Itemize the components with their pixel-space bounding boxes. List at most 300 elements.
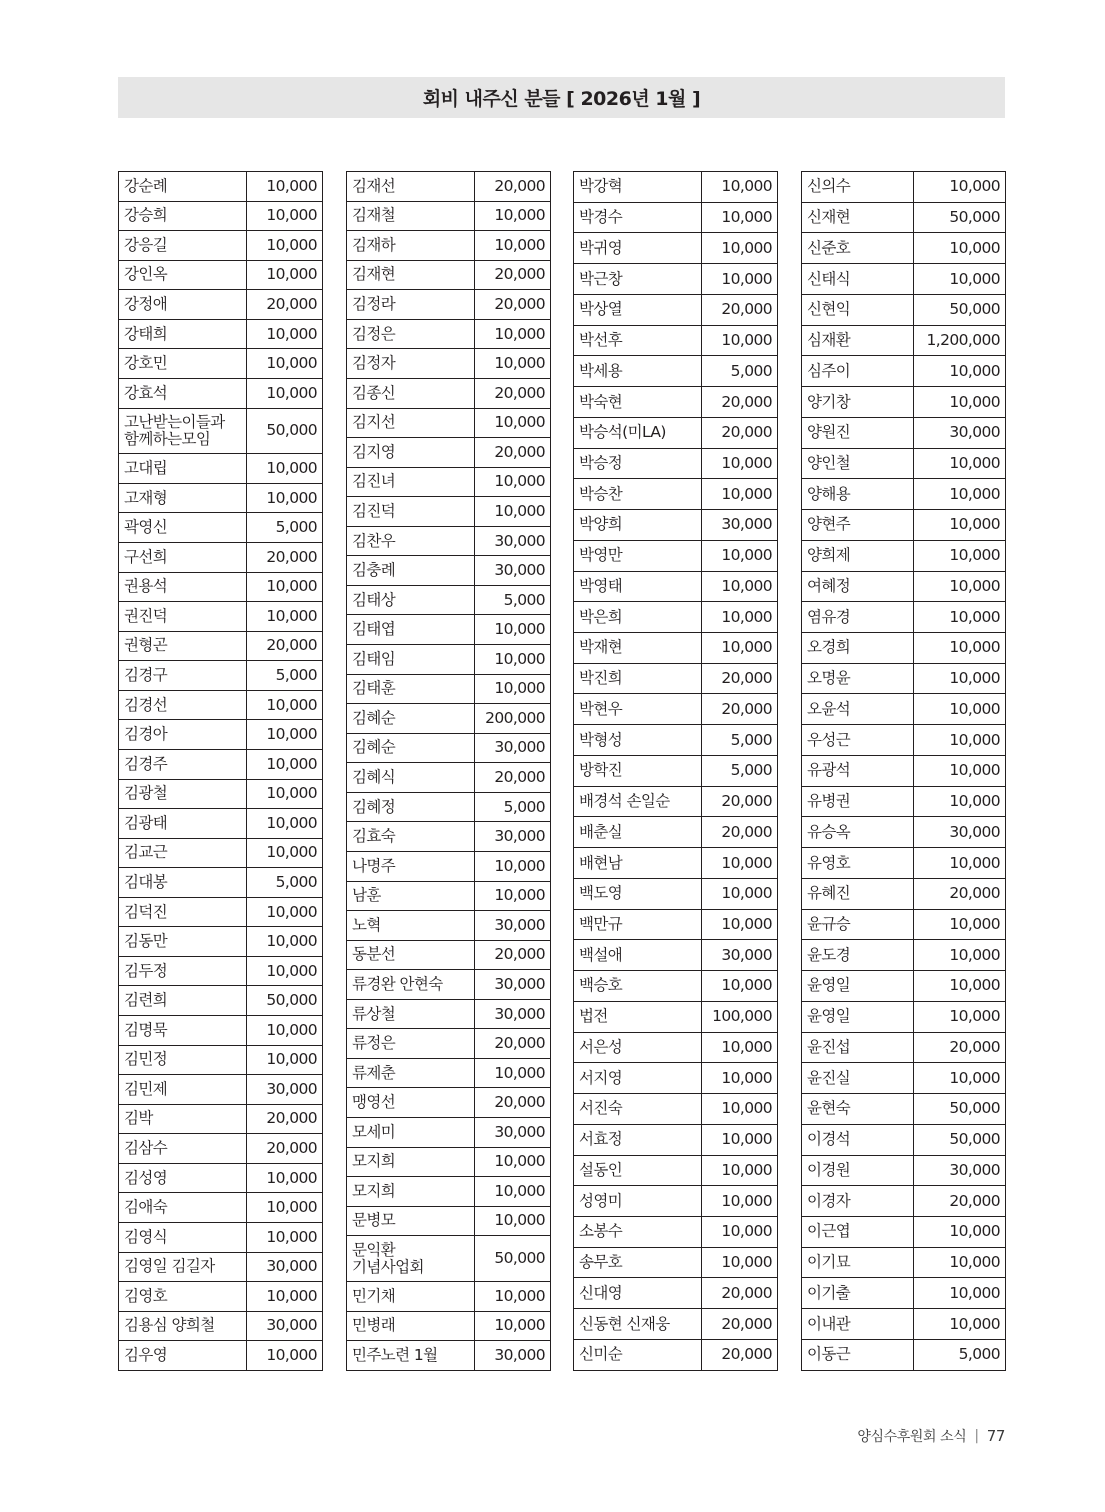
donation-amount: 30,000 <box>702 940 778 971</box>
donation-amount: 50,000 <box>914 1124 1006 1155</box>
donor-row <box>802 1124 1006 1155</box>
donor-row <box>574 294 778 325</box>
donor-name: 박선후 <box>574 325 702 356</box>
donor-row <box>119 779 323 809</box>
donor-name: 서진숙 <box>574 1094 702 1125</box>
donor-row <box>119 1075 323 1105</box>
donation-amount: 10,000 <box>247 838 323 868</box>
donor-row <box>347 467 551 497</box>
donor-name: 강정애 <box>119 290 247 320</box>
donation-amount: 10,000 <box>702 1155 778 1186</box>
donor-name: 류정은 <box>347 1029 475 1059</box>
donor-row <box>347 260 551 290</box>
donor-row <box>802 1216 1006 1247</box>
donation-amount: 20,000 <box>702 294 778 325</box>
donor-name: 백만규 <box>574 909 702 940</box>
donor-row <box>574 1216 778 1247</box>
donor-row <box>119 231 323 261</box>
donor-name: 김경구 <box>119 661 247 691</box>
donation-amount: 10,000 <box>914 233 1006 264</box>
donor-name: 서은성 <box>574 1032 702 1063</box>
donor-row <box>347 1058 551 1088</box>
donor-name: 유영호 <box>802 848 914 879</box>
donor-row <box>802 387 1006 418</box>
donor-row <box>802 510 1006 541</box>
donation-amount: 20,000 <box>475 260 551 290</box>
donation-amount: 30,000 <box>475 1341 551 1371</box>
donation-amount: 10,000 <box>914 663 1006 694</box>
donor-name: 강순례 <box>119 172 247 202</box>
donor-name: 송무호 <box>574 1247 702 1278</box>
donor-row <box>347 231 551 261</box>
donor-row <box>119 661 323 691</box>
donation-amount: 10,000 <box>247 1341 323 1371</box>
donation-amount: 30,000 <box>475 970 551 1000</box>
donor-name: 이기묘 <box>802 1247 914 1278</box>
publication-name: 양심수후원회 소식 <box>857 1429 967 1445</box>
donor-name: 김박 <box>119 1104 247 1134</box>
donor-name: 신미순 <box>574 1339 702 1370</box>
donor-row <box>574 1124 778 1155</box>
donor-row <box>347 349 551 379</box>
donor-name: 고난받는이들과 함께하는모임 <box>119 408 247 454</box>
donor-name: 민주노련 1월 <box>347 1341 475 1371</box>
donation-amount: 10,000 <box>702 1216 778 1247</box>
donor-row <box>119 483 323 513</box>
donor-name: 이경석 <box>802 1124 914 1155</box>
donation-amount: 10,000 <box>914 1216 1006 1247</box>
donation-amount: 10,000 <box>702 1247 778 1278</box>
donor-name: 권용석 <box>119 572 247 602</box>
donor-row <box>347 733 551 763</box>
donor-row <box>574 755 778 786</box>
donor-name: 배현남 <box>574 848 702 879</box>
donor-name: 김교근 <box>119 838 247 868</box>
donor-name: 법전 <box>574 1001 702 1032</box>
donor-name: 오명윤 <box>802 663 914 694</box>
donor-name: 양희제 <box>802 540 914 571</box>
donation-amount: 30,000 <box>247 1252 323 1282</box>
donor-row <box>802 417 1006 448</box>
donor-row <box>574 817 778 848</box>
donor-row <box>574 233 778 264</box>
donation-amount: 5,000 <box>247 513 323 543</box>
donor-row <box>574 786 778 817</box>
donor-row <box>347 911 551 941</box>
donor-row <box>347 1118 551 1148</box>
donor-row <box>347 1341 551 1371</box>
donor-row <box>119 349 323 379</box>
donor-name: 윤영일 <box>802 1001 914 1032</box>
donation-amount: 30,000 <box>247 1075 323 1105</box>
donation-amount: 20,000 <box>475 1088 551 1118</box>
donor-row <box>119 1016 323 1046</box>
donation-amount: 20,000 <box>914 1032 1006 1063</box>
donor-row <box>119 927 323 957</box>
donation-amount: 30,000 <box>914 417 1006 448</box>
donation-amount: 20,000 <box>247 1134 323 1164</box>
donor-row <box>802 909 1006 940</box>
donor-name: 소봉수 <box>574 1216 702 1247</box>
donation-amount: 10,000 <box>914 387 1006 418</box>
donor-name: 김혜순 <box>347 733 475 763</box>
donation-amount: 50,000 <box>247 986 323 1016</box>
donor-name: 김진녀 <box>347 467 475 497</box>
donor-row <box>119 378 323 408</box>
donation-amount: 10,000 <box>702 848 778 879</box>
donor-name: 김영호 <box>119 1282 247 1312</box>
donor-name: 박영만 <box>574 540 702 571</box>
donation-amount: 30,000 <box>475 526 551 556</box>
donation-amount: 10,000 <box>247 483 323 513</box>
donation-amount: 10,000 <box>914 1278 1006 1309</box>
donor-row <box>574 1094 778 1125</box>
donation-amount: 50,000 <box>914 294 1006 325</box>
donor-name: 김덕진 <box>119 897 247 927</box>
donor-row <box>574 1001 778 1032</box>
donor-name: 이기출 <box>802 1278 914 1309</box>
donor-name: 구선희 <box>119 543 247 573</box>
donor-name: 박강혁 <box>574 172 702 203</box>
donor-name: 김대봉 <box>119 868 247 898</box>
donation-amount: 10,000 <box>702 602 778 633</box>
donation-amount: 20,000 <box>475 172 551 202</box>
donation-amount: 10,000 <box>247 720 323 750</box>
donor-row <box>119 602 323 632</box>
donation-amount: 10,000 <box>702 1032 778 1063</box>
donor-row <box>802 540 1006 571</box>
donation-amount: 20,000 <box>247 290 323 320</box>
donor-name: 우성근 <box>802 725 914 756</box>
donor-name: 양해용 <box>802 479 914 510</box>
donor-name: 모지희 <box>347 1147 475 1177</box>
donor-name: 김지영 <box>347 438 475 468</box>
donor-row <box>802 294 1006 325</box>
donation-amount: 10,000 <box>247 319 323 349</box>
donation-amount: 10,000 <box>914 479 1006 510</box>
donor-name: 양기창 <box>802 387 914 418</box>
donation-amount: 10,000 <box>702 264 778 295</box>
donor-name: 신재현 <box>802 202 914 233</box>
donor-row <box>347 1282 551 1312</box>
donation-amount: 10,000 <box>914 694 1006 725</box>
donation-amount: 10,000 <box>475 408 551 438</box>
donor-name: 김동만 <box>119 927 247 957</box>
donor-row <box>574 540 778 571</box>
donor-row <box>119 1163 323 1193</box>
donation-amount: 10,000 <box>247 809 323 839</box>
donor-name: 강효석 <box>119 378 247 408</box>
donor-name: 김정라 <box>347 290 475 320</box>
donor-name: 심재환 <box>802 325 914 356</box>
donor-name: 김애숙 <box>119 1193 247 1223</box>
donor-name: 민기채 <box>347 1282 475 1312</box>
donor-name: 박상열 <box>574 294 702 325</box>
donation-amount: 5,000 <box>475 792 551 822</box>
donor-name: 윤영일 <box>802 971 914 1002</box>
donation-amount: 10,000 <box>914 356 1006 387</box>
donation-amount: 10,000 <box>914 786 1006 817</box>
title-bar <box>118 77 1005 118</box>
donor-table-4 <box>801 171 1006 1371</box>
donor-row <box>347 1236 551 1282</box>
donor-row <box>119 172 323 202</box>
donation-amount: 10,000 <box>247 1163 323 1193</box>
donor-name: 윤현숙 <box>802 1094 914 1125</box>
donor-name: 김영식 <box>119 1222 247 1252</box>
donor-row <box>347 792 551 822</box>
donor-row <box>347 881 551 911</box>
donation-amount: 20,000 <box>702 387 778 418</box>
donation-amount: 10,000 <box>247 1193 323 1223</box>
donor-row <box>347 645 551 675</box>
donor-name: 윤도경 <box>802 940 914 971</box>
donor-row <box>574 878 778 909</box>
donor-row <box>119 956 323 986</box>
donor-name: 김광철 <box>119 779 247 809</box>
donation-amount: 200,000 <box>475 704 551 734</box>
donor-name: 류경완 안현숙 <box>347 970 475 1000</box>
donor-name: 김우영 <box>119 1341 247 1371</box>
donor-name: 김태상 <box>347 585 475 615</box>
donation-amount: 10,000 <box>914 755 1006 786</box>
donor-name: 성영미 <box>574 1186 702 1217</box>
donor-name: 박귀영 <box>574 233 702 264</box>
donor-row <box>347 1206 551 1236</box>
donor-name: 박영태 <box>574 571 702 602</box>
donation-amount: 10,000 <box>702 1063 778 1094</box>
donor-name: 박은희 <box>574 602 702 633</box>
donor-name: 김삼수 <box>119 1134 247 1164</box>
donation-amount: 20,000 <box>247 1104 323 1134</box>
donor-row <box>802 448 1006 479</box>
donor-name: 박숙현 <box>574 387 702 418</box>
donor-name: 김찬우 <box>347 526 475 556</box>
donor-name: 백설애 <box>574 940 702 971</box>
donor-row <box>802 172 1006 203</box>
donation-amount: 10,000 <box>702 540 778 571</box>
donor-row <box>574 694 778 725</box>
donation-amount: 20,000 <box>475 1029 551 1059</box>
donor-name: 김지선 <box>347 408 475 438</box>
donor-name: 김진덕 <box>347 497 475 527</box>
donor-name: 동분선 <box>347 940 475 970</box>
donation-amount: 10,000 <box>702 1186 778 1217</box>
donation-amount: 10,000 <box>914 971 1006 1002</box>
donor-row <box>802 1155 1006 1186</box>
donor-name: 유혜진 <box>802 878 914 909</box>
donor-row <box>574 1247 778 1278</box>
donation-amount: 10,000 <box>702 233 778 264</box>
donation-amount: 10,000 <box>247 1282 323 1312</box>
donor-name: 박형성 <box>574 725 702 756</box>
donor-name: 배경석 손일순 <box>574 786 702 817</box>
donation-amount: 10,000 <box>914 264 1006 295</box>
donation-amount: 10,000 <box>247 349 323 379</box>
donor-row <box>347 556 551 586</box>
donation-amount: 10,000 <box>475 1282 551 1312</box>
donation-amount: 10,000 <box>702 971 778 1002</box>
donor-row <box>802 264 1006 295</box>
donation-amount: 10,000 <box>247 572 323 602</box>
donor-name: 신대영 <box>574 1278 702 1309</box>
donor-name: 박진희 <box>574 663 702 694</box>
donor-row <box>119 1341 323 1371</box>
donation-amount: 20,000 <box>702 1278 778 1309</box>
donor-name: 나명주 <box>347 851 475 881</box>
donation-amount: 5,000 <box>914 1339 1006 1370</box>
donation-amount: 10,000 <box>247 172 323 202</box>
donor-row <box>802 1247 1006 1278</box>
donor-row <box>574 725 778 756</box>
donor-name: 강호민 <box>119 349 247 379</box>
donation-amount: 10,000 <box>247 956 323 986</box>
donation-amount: 10,000 <box>914 571 1006 602</box>
donation-amount: 1,200,000 <box>914 325 1006 356</box>
donor-row <box>802 663 1006 694</box>
donor-row <box>347 1177 551 1207</box>
donation-amount: 30,000 <box>475 999 551 1029</box>
donor-row <box>802 940 1006 971</box>
donation-amount: 10,000 <box>914 940 1006 971</box>
donor-row <box>119 986 323 1016</box>
donor-row <box>119 1311 323 1341</box>
donor-name: 박승찬 <box>574 479 702 510</box>
donor-name: 김태훈 <box>347 674 475 704</box>
donation-amount: 10,000 <box>914 540 1006 571</box>
donor-row <box>119 1045 323 1075</box>
donor-name: 서지영 <box>574 1063 702 1094</box>
donor-name: 박승석(미LA) <box>574 417 702 448</box>
donor-row <box>802 1094 1006 1125</box>
donor-row <box>802 633 1006 664</box>
donation-amount: 5,000 <box>475 585 551 615</box>
donor-name: 문익환 기념사업회 <box>347 1236 475 1282</box>
donor-name: 노혁 <box>347 911 475 941</box>
donation-amount: 10,000 <box>914 1247 1006 1278</box>
donor-name: 김혜순 <box>347 704 475 734</box>
donation-amount: 20,000 <box>702 1309 778 1340</box>
donor-table-3 <box>573 171 778 1371</box>
donor-name: 강태희 <box>119 319 247 349</box>
donor-row <box>574 848 778 879</box>
donation-amount: 10,000 <box>247 1045 323 1075</box>
donor-row <box>119 290 323 320</box>
donor-row <box>347 319 551 349</box>
donor-name: 남훈 <box>347 881 475 911</box>
donor-row <box>574 1339 778 1370</box>
donor-name: 김재현 <box>347 260 475 290</box>
donor-row <box>119 260 323 290</box>
donor-row <box>347 940 551 970</box>
donation-amount: 20,000 <box>475 438 551 468</box>
donor-row <box>802 971 1006 1002</box>
donor-name: 유승옥 <box>802 817 914 848</box>
donor-row <box>802 878 1006 909</box>
donor-row <box>119 513 323 543</box>
donation-amount: 10,000 <box>247 897 323 927</box>
donor-name: 신동현 신재웅 <box>574 1309 702 1340</box>
donation-amount: 10,000 <box>247 454 323 484</box>
donation-amount: 10,000 <box>247 1016 323 1046</box>
donor-name: 신현익 <box>802 294 914 325</box>
donor-row <box>802 1063 1006 1094</box>
donation-amount: 20,000 <box>475 763 551 793</box>
donation-amount: 10,000 <box>247 231 323 261</box>
donation-amount: 20,000 <box>247 543 323 573</box>
donor-name: 문병모 <box>347 1206 475 1236</box>
donation-amount: 10,000 <box>702 571 778 602</box>
donor-row <box>347 438 551 468</box>
donor-table-2 <box>346 171 551 1371</box>
donor-row <box>574 1155 778 1186</box>
donor-row <box>347 822 551 852</box>
donor-name: 김영일 김길자 <box>119 1252 247 1282</box>
donor-name: 윤진실 <box>802 1063 914 1094</box>
donor-row <box>119 572 323 602</box>
donor-row <box>574 479 778 510</box>
donation-amount: 10,000 <box>247 779 323 809</box>
donor-name: 여혜정 <box>802 571 914 602</box>
page-footer <box>857 1426 1005 1446</box>
donor-name: 김광태 <box>119 809 247 839</box>
donor-name: 박재현 <box>574 633 702 664</box>
donor-row <box>347 408 551 438</box>
donor-name: 강승희 <box>119 201 247 231</box>
donation-amount: 10,000 <box>247 1222 323 1252</box>
donor-row <box>119 690 323 720</box>
donation-amount: 10,000 <box>475 1206 551 1236</box>
donation-amount: 5,000 <box>247 868 323 898</box>
donation-amount: 10,000 <box>702 1124 778 1155</box>
donor-name: 김민제 <box>119 1075 247 1105</box>
donor-row <box>574 940 778 971</box>
donation-amount: 10,000 <box>702 325 778 356</box>
donor-row <box>802 202 1006 233</box>
donor-row <box>574 1186 778 1217</box>
donor-row <box>347 704 551 734</box>
donation-amount: 50,000 <box>475 1236 551 1282</box>
donor-name: 강응길 <box>119 231 247 261</box>
donor-name: 김충례 <box>347 556 475 586</box>
donor-row <box>119 897 323 927</box>
donor-row <box>574 633 778 664</box>
donor-name: 양인철 <box>802 448 914 479</box>
donor-name: 맹영선 <box>347 1088 475 1118</box>
donation-amount: 50,000 <box>914 202 1006 233</box>
donation-amount: 5,000 <box>702 725 778 756</box>
donation-amount: 30,000 <box>702 510 778 541</box>
donor-row <box>119 543 323 573</box>
donation-amount: 10,000 <box>475 615 551 645</box>
donation-amount: 20,000 <box>702 694 778 725</box>
donation-amount: 10,000 <box>702 202 778 233</box>
donor-row <box>802 233 1006 264</box>
donor-table-1 <box>118 171 323 1371</box>
donation-amount: 30,000 <box>914 817 1006 848</box>
donor-row <box>119 720 323 750</box>
donor-row <box>574 1309 778 1340</box>
donor-name: 백도영 <box>574 878 702 909</box>
donation-amount: 30,000 <box>475 911 551 941</box>
donation-amount: 20,000 <box>247 631 323 661</box>
donation-amount: 10,000 <box>914 848 1006 879</box>
donor-row <box>802 786 1006 817</box>
donor-name: 신태식 <box>802 264 914 295</box>
donor-row <box>574 264 778 295</box>
donor-name: 김민정 <box>119 1045 247 1075</box>
donor-row <box>119 1222 323 1252</box>
